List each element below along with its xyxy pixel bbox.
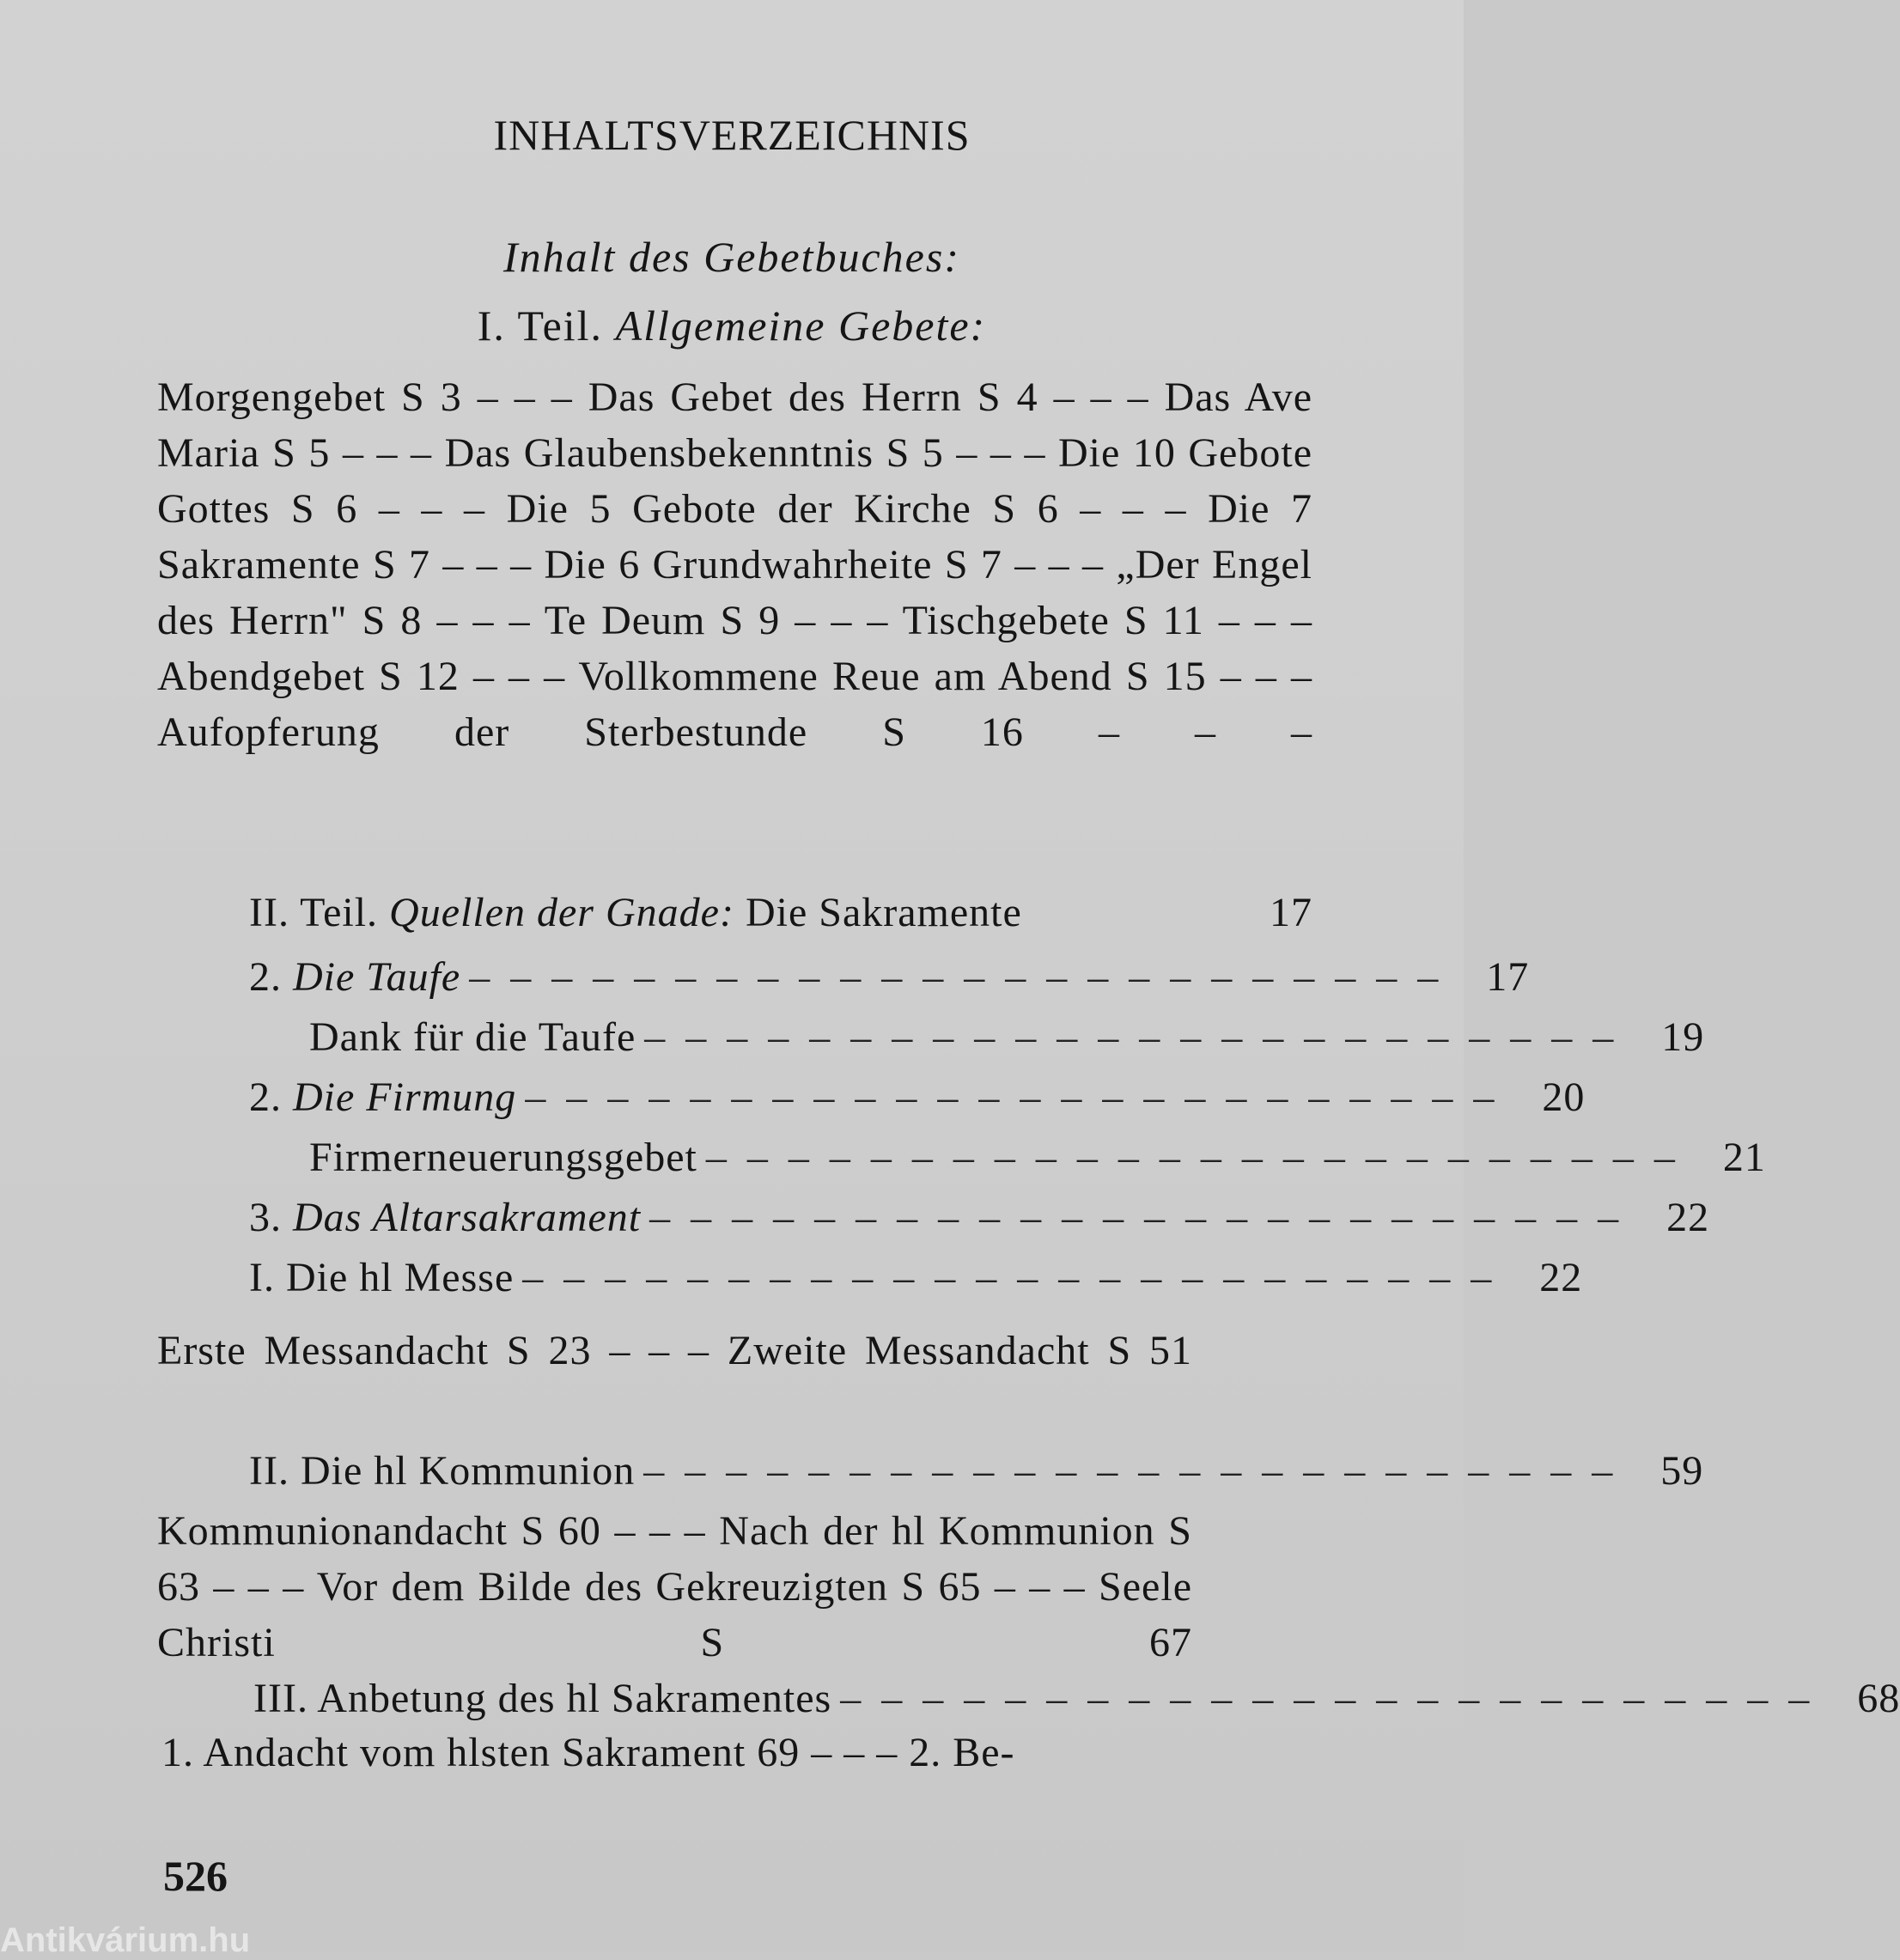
toc-entry — [249, 1194, 1710, 1241]
page-number-ref: 59 — [1660, 1448, 1704, 1494]
entry-title: Die hl Messe — [285, 1255, 515, 1300]
part2-prefix: II. Teil. — [249, 890, 379, 935]
entry-title: III. Anbetung des hl Sakramentes — [253, 1676, 832, 1721]
entry-number: 2. — [249, 954, 282, 1000]
part1-prefix: I. Teil. — [477, 301, 604, 350]
messandacht-contents: Erste Messandacht S 23 – – – Zweite Messandacht S 51 — [157, 1328, 1192, 1373]
page-number-ref: 17 — [1486, 954, 1530, 1000]
part2-label — [249, 889, 1022, 936]
entry-number: I. — [249, 1255, 275, 1300]
kommunion-row — [249, 1447, 1704, 1494]
entry-title: Die Taufe — [293, 954, 461, 1000]
watermark: Antikvárium.hu — [0, 1921, 251, 1959]
page-number-ref: 19 — [1661, 1014, 1705, 1060]
entry-title: Das Altarsakrament — [293, 1195, 642, 1240]
dot-leader: – – – – – – – – – – – – – – – – – – – – – – – – — [705, 1135, 1680, 1180]
part1-title: Allgemeine Gebete: — [615, 301, 987, 350]
dot-leader: – – – – – – – – – – – – – – – – – – – – – – – – — [644, 1014, 1619, 1060]
dot-leader: – – – – – – – – – – – – – – – – – – – – – – – – — [525, 1074, 1500, 1120]
entry-number: 3. — [249, 1195, 282, 1240]
page-number-ref: 21 — [1722, 1135, 1766, 1180]
page-number-ref: 68 — [1857, 1676, 1900, 1721]
page-number-ref: 22 — [1666, 1195, 1710, 1240]
page-number-ref: 17 — [1270, 890, 1312, 935]
page-number-ref: 22 — [1539, 1255, 1583, 1300]
entry-title: Firmerneuerungsgebet — [309, 1135, 697, 1180]
page-heading: INHALTSVERZEICHNIS — [493, 111, 971, 159]
toc-entry — [249, 1254, 1583, 1301]
anbetung-row — [253, 1675, 1900, 1722]
part2-heading-row — [249, 889, 1312, 936]
entry-title: Dank für die Taufe — [309, 1014, 636, 1060]
part2-title: Quellen der Gnade: — [389, 890, 734, 935]
part1-heading — [0, 301, 1464, 350]
page-number-ref: 20 — [1542, 1074, 1586, 1120]
dot-leader: – – – – – – – – – – – – – – – – – – – – – – – – — [643, 1448, 1618, 1494]
toc-entry — [249, 953, 1530, 1001]
part2-rest: Die Sakramente — [745, 890, 1022, 935]
dot-leader: – – – – – – – – – – – – – – – – – – – – – – – – — [649, 1195, 1624, 1240]
anbetung-contents: 1. Andacht vom hlsten Sakrament 69 – – – 2. Be- — [161, 1730, 1015, 1775]
entry-title: Die Firmung — [293, 1074, 517, 1120]
dot-leader: – – – – – – – – – – – – – – – – – – – – – – – – — [840, 1676, 1815, 1721]
page-number: 526 — [163, 1852, 228, 1900]
toc-entry — [309, 1134, 1766, 1181]
kommunion-contents: Kommunionandacht S 60 – – – Nach der hl Kommunion S 63 – – – Vor dem Bilde des Gekreuzigten S 65 – – – Seele Christi S 67 — [157, 1508, 1192, 1665]
dot-leader: – – – – – – – – – – – – – – – – – – – – – – – – — [522, 1255, 1497, 1300]
dot-leader: – – – – – – – – – – – – – – – – – – – – – – – – — [469, 954, 1444, 1000]
entry-title: II. Die hl Kommunion — [249, 1448, 636, 1494]
toc-entry — [309, 1013, 1705, 1061]
subheading: Inhalt des Gebetbuches: — [503, 233, 960, 281]
part1-contents: Morgengebet S 3 – – – Das Gebet des Herrn S 4 – – – Das Ave Maria S 5 – – – Das Glaubensbekenntnis S 5 – – – Die 10 Gebote Gottes S 6 – – – Die 5 Gebote der Kirche S 6 – – – Die 7 Sakramente S 7 – – – Die 6 Grundwahrheite S 7 – – – „Der Engel des Herrn" S 8 – – – Te Deum S 9 – – – Tischgebete S 11 – – – Abendgebet S 12 – – – Vollkommene Reue am Abend S 15 – – – Aufopferung der Sterbestunde S 16 – – – — [157, 374, 1312, 755]
entry-number: 2. — [249, 1074, 282, 1120]
toc-entry — [249, 1074, 1586, 1121]
